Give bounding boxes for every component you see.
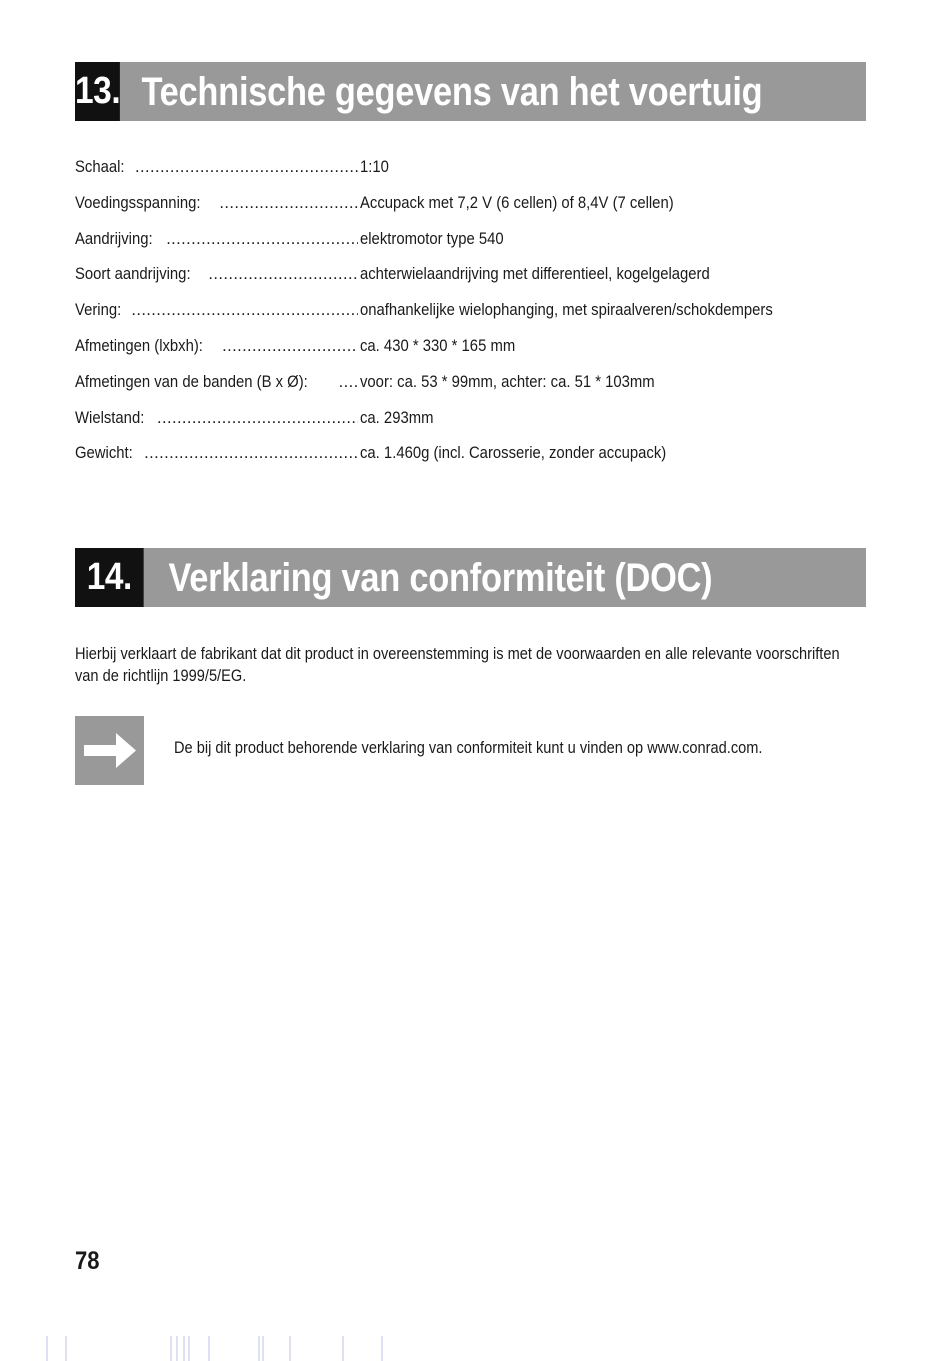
spec-row: [75, 156, 875, 192]
spec-value: ca. 430 * 330 * 165 mm: [360, 336, 516, 355]
section-14-header: [75, 548, 866, 607]
spec-value: ca. 293mm: [360, 408, 434, 427]
spec-value: 1:10: [360, 158, 389, 176]
spec-row: [75, 299, 875, 335]
spec-label: Wielstand:: [75, 408, 145, 427]
spec-value: Accupack met 7,2 V (6 cellen) of 8,4V (7 cellen): [360, 193, 674, 212]
spec-value: onafhankelijke wielophanging, met spiraalveren/schokdempers: [360, 301, 773, 320]
section-13-header: [75, 62, 866, 121]
page-number: 78: [75, 1247, 100, 1275]
spec-label: Vering:: [75, 301, 122, 320]
spec-row: [75, 335, 875, 371]
spec-list: [75, 156, 875, 478]
spec-label: Schaal:: [75, 158, 125, 176]
spec-row: [75, 371, 875, 407]
spec-label: Voedingsspanning:: [75, 193, 201, 212]
paragraph-line: Hierbij verklaart de fabrikant dat dit product in overeenstemming is met de voorwaarden en alle relevante voorschriften: [75, 645, 840, 663]
spec-row: [75, 228, 875, 264]
spec-value: voor: ca. 53 * 99mm, achter: ca. 51 * 103mm: [360, 372, 655, 391]
spec-row: [75, 263, 875, 299]
spec-label: Afmetingen van de banden (B x Ø):: [75, 372, 308, 391]
spec-label: Gewicht:: [75, 444, 133, 463]
print-edge-marks: [0, 1336, 950, 1361]
section-number: 13.: [75, 62, 120, 121]
spec-value: achterwielaandrijving met differentieel, kogelgelagerd: [360, 265, 710, 284]
paragraph-line: van de richtlijn 1999/5/EG.: [75, 667, 247, 685]
spec-row: [75, 407, 875, 443]
section-title: Technische gegevens van het voertuig: [141, 70, 763, 114]
conformity-note: De bij dit product behorende verklaring van conformiteit kunt u vinden op www.conrad.com.: [174, 739, 763, 757]
arrow-right-icon: [75, 716, 144, 785]
spec-label: Soort aandrijving:: [75, 265, 191, 284]
section-number: 14.: [75, 548, 144, 607]
spec-row: [75, 192, 875, 228]
section-title: Verklaring van conformiteit (DOC): [168, 556, 713, 600]
spec-value: ca. 1.460g (incl. Carosserie, zonder accupack): [360, 444, 667, 463]
spec-row: [75, 442, 875, 478]
spec-value: elektromotor type 540: [360, 229, 504, 248]
spec-label: Afmetingen (lxbxh):: [75, 336, 203, 355]
spec-label: Aandrijving:: [75, 229, 153, 248]
conformity-paragraph: [75, 643, 950, 687]
